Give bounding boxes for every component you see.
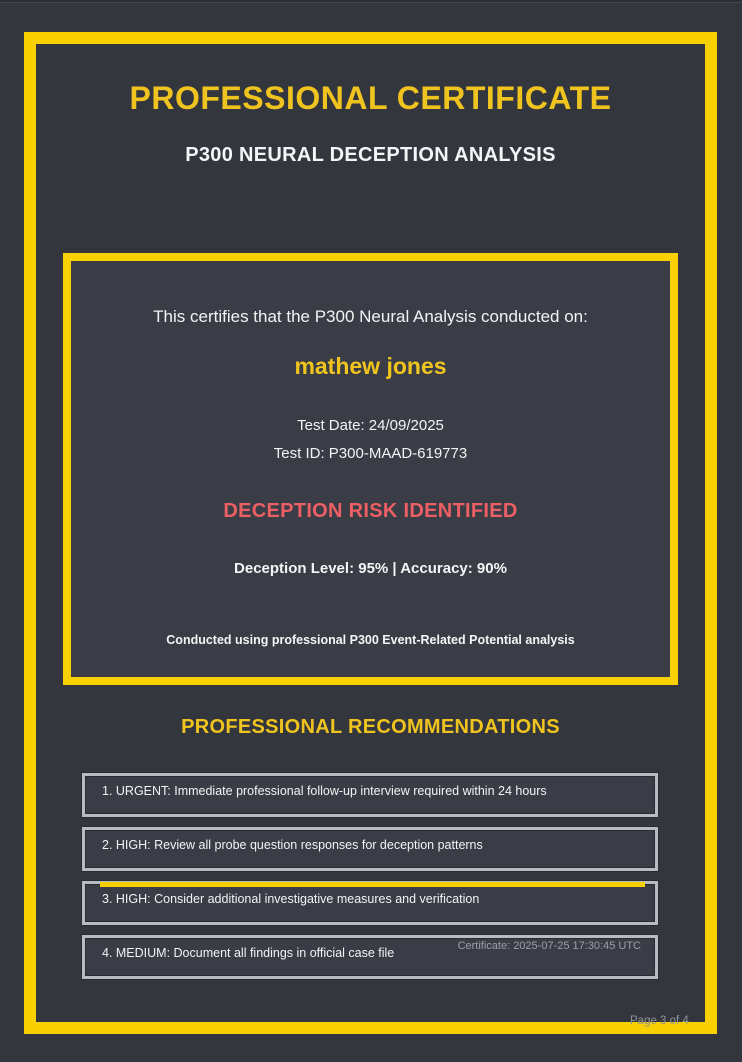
certificate-timestamp: Certificate: 2025-07-25 17:30:45 UTC [457,940,641,952]
recommendation-item-2-text: 2. HIGH: Review all probe question responses for deception patterns [102,838,483,852]
page-top-highlight-line [0,2,742,3]
test-id: Test ID: P300-MAAD-619773 [273,445,468,462]
method-note: Conducted using professional P300 Event-Related Potential analysis [166,633,575,647]
subject-name: mathew jones [294,353,447,379]
yellow-accent-stripe [100,882,645,887]
page-number: Page 3 of 4 [630,1015,689,1027]
certificate-subtitle: P300 NEURAL DECEPTION ANALYSIS [185,144,556,166]
deception-metrics: Deception Level: 95% | Accuracy: 90% [234,560,507,577]
recommendation-item-3-text: 3. HIGH: Consider additional investigative measures and verification [102,892,480,906]
recommendation-item-4 [82,935,658,979]
recommendation-item-3 [82,881,658,925]
certificate-title: PROFESSIONAL CERTIFICATE [129,80,612,116]
certification-panel [63,253,678,685]
test-date: Test Date: 24/09/2025 [297,417,444,434]
recommendations-heading: PROFESSIONAL RECOMMENDATIONS [181,716,560,738]
risk-status: DECEPTION RISK IDENTIFIED [223,500,518,522]
recommendation-item-4-text: 4. MEDIUM: Document all findings in official case file [102,946,395,960]
recommendation-item-2 [82,827,658,871]
recommendation-item-1-text: 1. URGENT: Immediate professional follow-up interview required within 24 hours [102,784,547,798]
certification-intro-text: This certifies that the P300 Neural Analysis conducted on: [153,307,588,326]
certificate-border-frame [24,32,717,1034]
recommendation-item-1 [82,773,658,817]
